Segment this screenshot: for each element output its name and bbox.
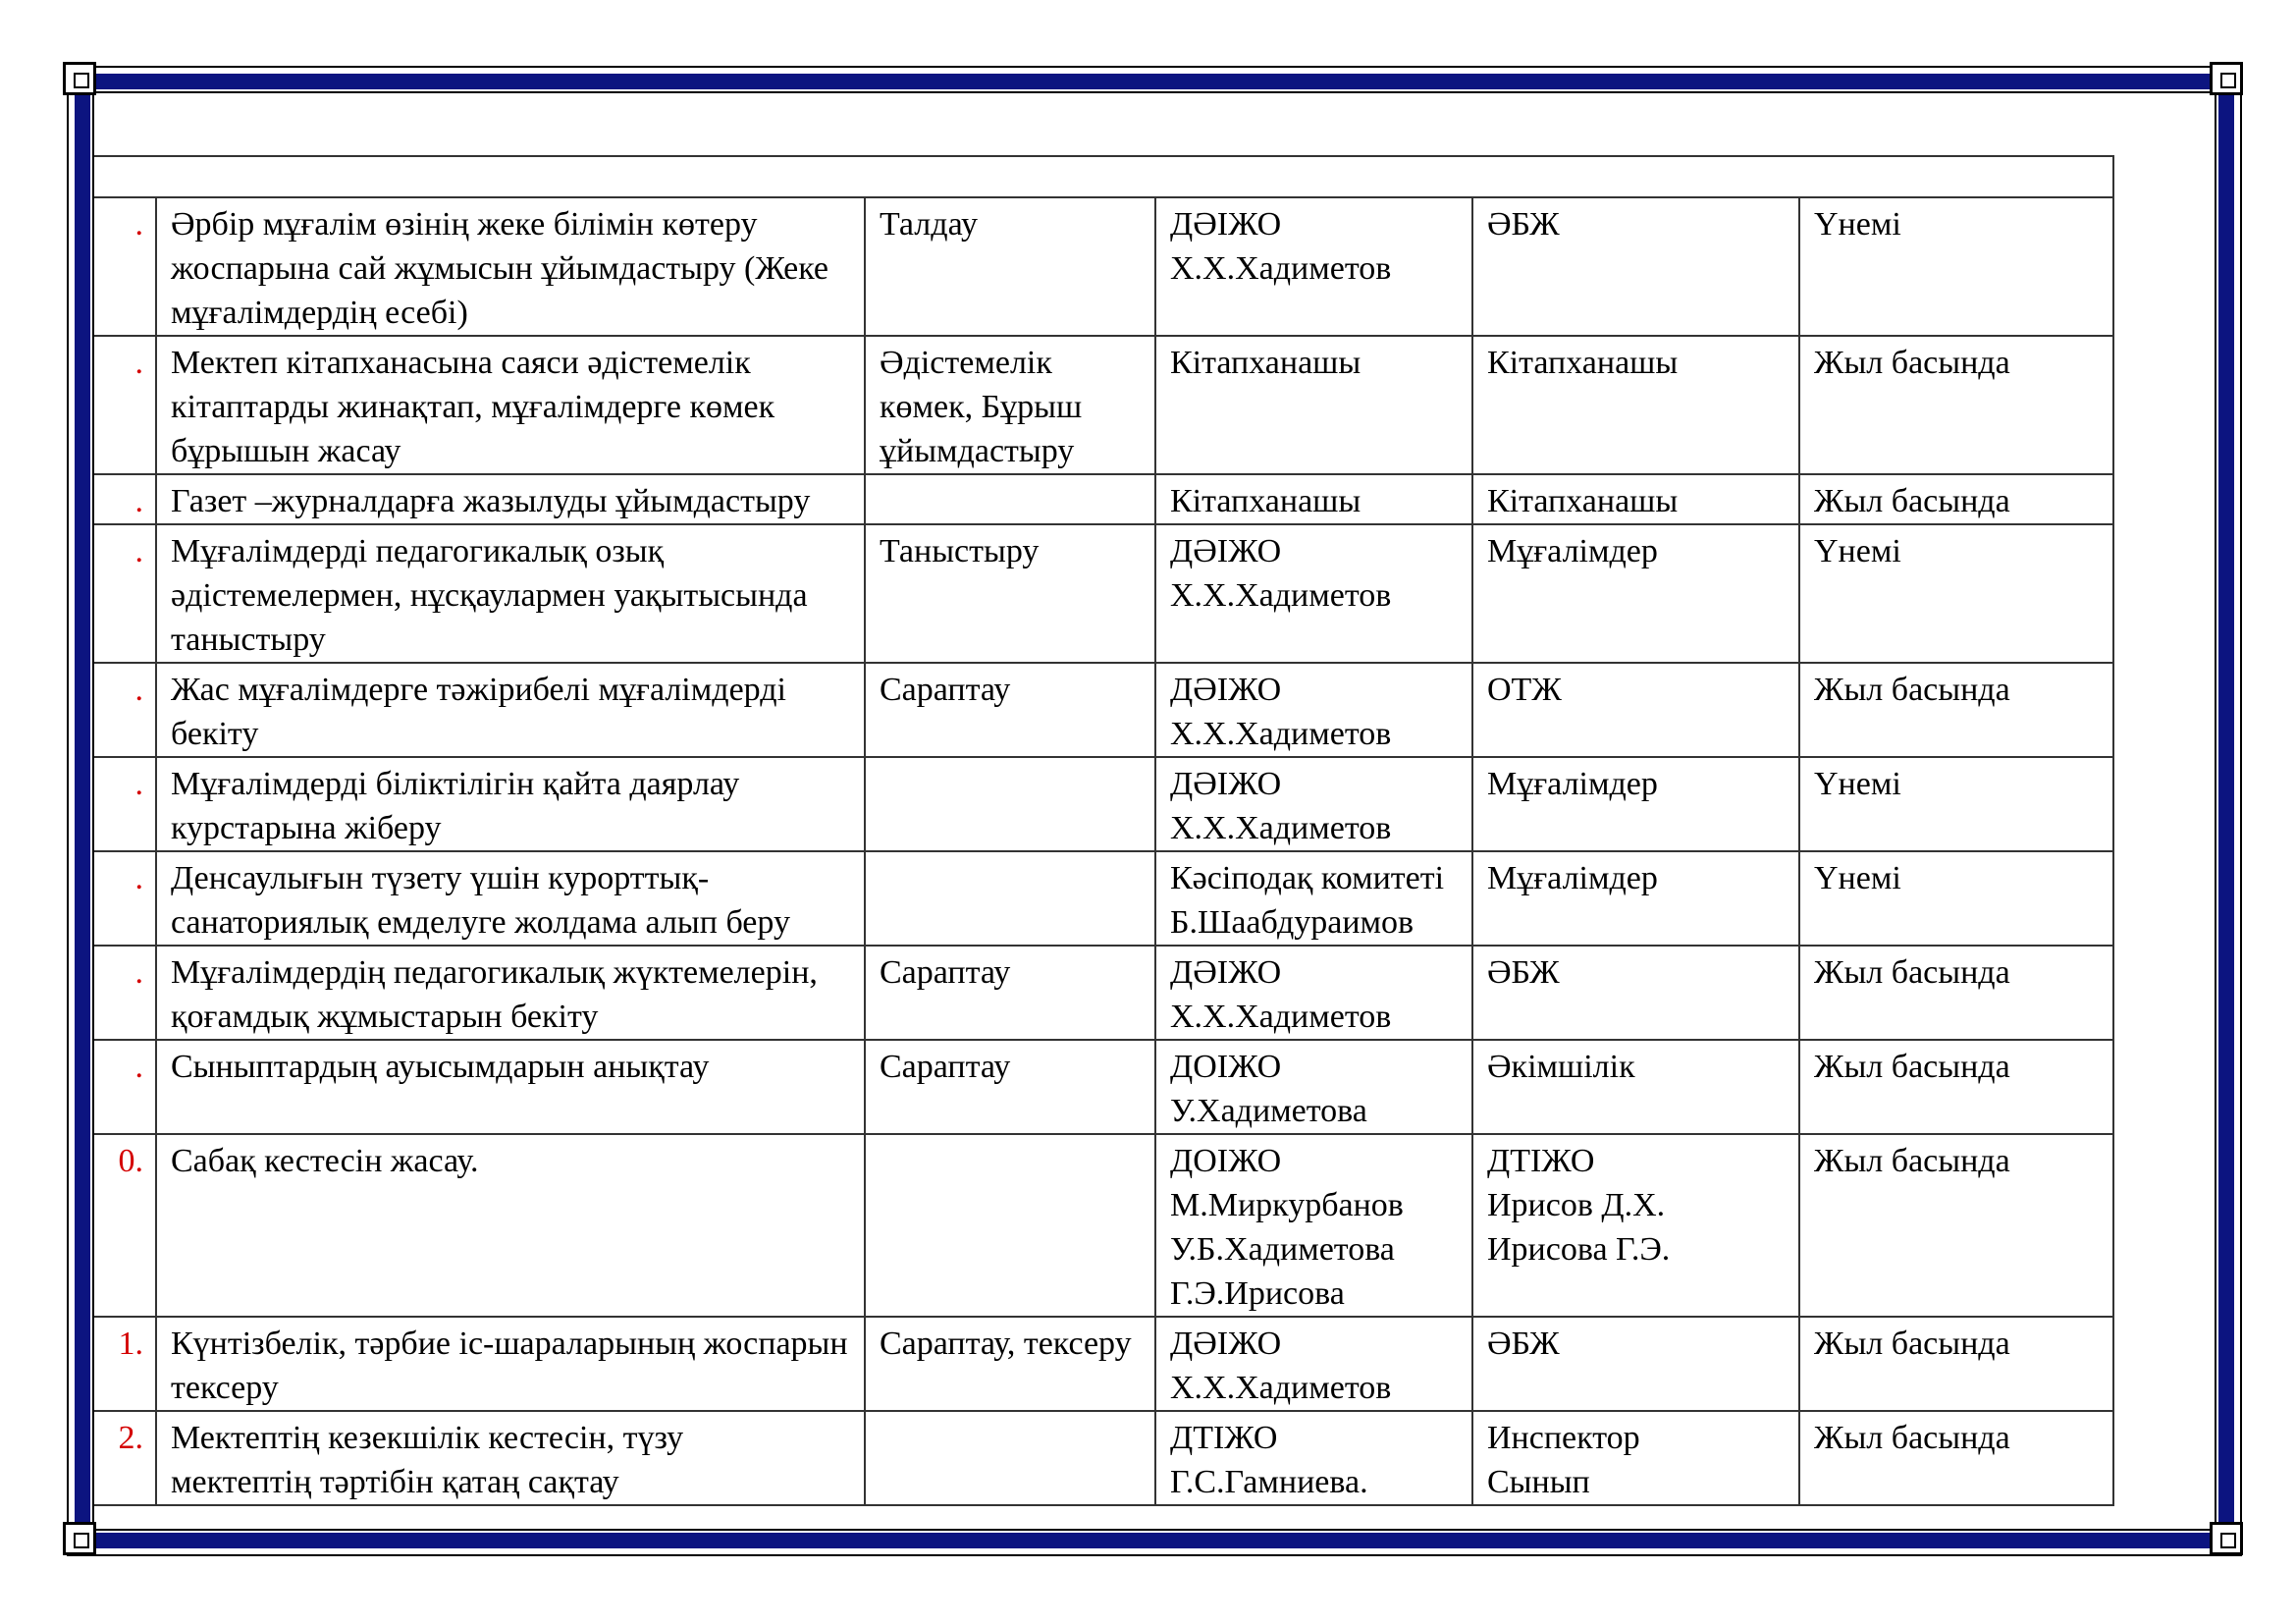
task-cell	[156, 474, 865, 524]
row-number-cell	[94, 1134, 156, 1317]
time-cell	[1799, 524, 2113, 663]
task-cell-text: Мұғалімдерді педагогикалық озық әдістемелермен, нұсқаулармен уақытысында таныстыру	[171, 533, 808, 658]
table-row	[94, 1040, 2113, 1134]
table-row	[94, 474, 2113, 524]
table-row	[94, 851, 2113, 946]
table-header-row	[94, 156, 2113, 197]
plan-table	[94, 155, 2114, 1506]
form-cell	[865, 474, 1155, 524]
row-number-cell-text: .	[134, 672, 143, 708]
responsible-cell-text: Кәсіподақ комитеті Б.Шаабдураимов	[1170, 860, 1445, 941]
responsible-cell	[1155, 197, 1472, 336]
row-number-cell-text: .	[134, 483, 143, 519]
responsible-cell	[1155, 757, 1472, 851]
time-cell-text: Жыл басында	[1814, 672, 2010, 708]
table-header-cell	[94, 156, 2113, 197]
task-cell-text: Сабақ кестесін жасау.	[171, 1143, 479, 1179]
responsible-cell	[1155, 1040, 1472, 1134]
responsible-cell-text: ДӘІЖО Х.Х.Хадиметов	[1170, 766, 1392, 846]
row-number-cell	[94, 946, 156, 1040]
time-cell-text: Жыл басында	[1814, 1143, 2010, 1179]
row-number-cell	[94, 1040, 156, 1134]
participants-cell	[1472, 663, 1799, 757]
form-cell-text: Әдістемелік көмек, Бұрыш ұйымдастыру	[880, 345, 1083, 469]
form-cell	[865, 1411, 1155, 1505]
time-cell	[1799, 851, 2113, 946]
row-number-cell-text: 1.	[118, 1326, 143, 1362]
task-cell	[156, 1134, 865, 1317]
participants-cell	[1472, 474, 1799, 524]
task-cell	[156, 946, 865, 1040]
time-cell	[1799, 1317, 2113, 1411]
task-cell-text: Мектептің кезекшілік кестесін, түзу мектептің тәртібін қатаң сақтау	[171, 1420, 684, 1500]
task-cell	[156, 336, 865, 474]
participants-cell	[1472, 1040, 1799, 1134]
table-row	[94, 1317, 2113, 1411]
border-corner-ornament	[63, 1522, 96, 1555]
participants-cell-text: Кітапханашы	[1487, 345, 1679, 381]
row-number-cell	[94, 336, 156, 474]
document-page	[94, 93, 2215, 1529]
participants-cell-text: ӘБЖ	[1487, 1326, 1560, 1362]
task-cell	[156, 524, 865, 663]
responsible-cell-text: Кітапханашы	[1170, 483, 1362, 519]
time-cell-text: Үнемі	[1814, 533, 1901, 569]
participants-cell-text: Мұғалімдер	[1487, 533, 1658, 569]
table-row	[94, 1134, 2113, 1317]
form-cell	[865, 524, 1155, 663]
responsible-cell-text: ДӘІЖО Х.Х.Хадиметов	[1170, 954, 1392, 1035]
participants-cell-text: ОТЖ	[1487, 672, 1562, 708]
row-number-cell-text: .	[134, 766, 143, 802]
participants-cell	[1472, 197, 1799, 336]
table-row	[94, 946, 2113, 1040]
row-number-cell-text: .	[134, 954, 143, 991]
participants-cell-text: Мұғалімдер	[1487, 860, 1658, 896]
form-cell	[865, 663, 1155, 757]
responsible-cell-text: ДӘІЖО Х.Х.Хадиметов	[1170, 672, 1392, 752]
row-number-cell	[94, 1411, 156, 1505]
task-cell	[156, 197, 865, 336]
table-row	[94, 197, 2113, 336]
row-number-cell-text: .	[134, 345, 143, 381]
task-cell	[156, 1411, 865, 1505]
time-cell-text: Үнемі	[1814, 860, 1901, 896]
participants-cell	[1472, 946, 1799, 1040]
time-cell-text: Үнемі	[1814, 206, 1901, 243]
form-cell	[865, 1040, 1155, 1134]
border-corner-ornament	[2210, 1522, 2243, 1555]
form-cell	[865, 946, 1155, 1040]
participants-cell-text: Мұғалімдер	[1487, 766, 1658, 802]
table-row	[94, 524, 2113, 663]
task-cell-text: Мұғалімдердің педагогикалық жүктемелерін, қоғамдық жұмыстарын бекіту	[171, 954, 818, 1035]
form-cell	[865, 197, 1155, 336]
responsible-cell	[1155, 524, 1472, 663]
form-cell	[865, 1317, 1155, 1411]
task-cell-text: Денсаулығын түзету үшін курорттық-санаториялық емделуге жолдама алып беру	[171, 860, 790, 941]
time-cell	[1799, 663, 2113, 757]
time-cell	[1799, 474, 2113, 524]
participants-cell-text: Әкімшілік	[1487, 1049, 1635, 1085]
form-cell-text: Сараптау	[880, 672, 1011, 708]
table-row	[94, 757, 2113, 851]
row-number-cell-text: .	[134, 1049, 143, 1085]
time-cell	[1799, 1134, 2113, 1317]
participants-cell-text: Кітапханашы	[1487, 483, 1679, 519]
time-cell	[1799, 1411, 2113, 1505]
row-number-cell	[94, 197, 156, 336]
row-number-cell-text: .	[134, 860, 143, 896]
time-cell-text: Үнемі	[1814, 766, 1901, 802]
task-cell	[156, 1040, 865, 1134]
row-number-cell	[94, 757, 156, 851]
responsible-cell	[1155, 336, 1472, 474]
table-row	[94, 663, 2113, 757]
participants-cell-text: ДТІЖО Ирисов Д.Х. Ирисова Г.Э.	[1487, 1143, 1671, 1268]
responsible-cell-text: ДТІЖО Г.С.Гамниева.	[1170, 1420, 1368, 1500]
time-cell	[1799, 757, 2113, 851]
time-cell	[1799, 197, 2113, 336]
responsible-cell	[1155, 851, 1472, 946]
row-number-cell-text: 0.	[118, 1143, 143, 1179]
time-cell	[1799, 336, 2113, 474]
task-cell	[156, 757, 865, 851]
form-cell	[865, 1134, 1155, 1317]
participants-cell	[1472, 1317, 1799, 1411]
responsible-cell	[1155, 1317, 1472, 1411]
time-cell-text: Жыл басында	[1814, 1326, 2010, 1362]
task-cell-text: Мұғалімдерді біліктілігін қайта даярлау курстарына жіберу	[171, 766, 740, 846]
time-cell-text: Жыл басында	[1814, 345, 2010, 381]
responsible-cell-text: ДОІЖО М.Миркурбанов У.Б.Хадиметова Г.Э.Ирисова	[1170, 1143, 1404, 1312]
row-number-cell-text: .	[134, 206, 143, 243]
border-corner-ornament	[63, 62, 96, 95]
task-cell-text: Жас мұғалімдерге тәжірибелі мұғалімдерді бекіту	[171, 672, 786, 752]
participants-cell	[1472, 1134, 1799, 1317]
responsible-cell-text: ДОІЖО У.Хадиметова	[1170, 1049, 1367, 1129]
participants-cell-text: Инспектор Сынып	[1487, 1420, 1640, 1500]
task-cell-text: Газет –журналдарға жазылуды ұйымдастыру	[171, 483, 811, 519]
form-cell	[865, 336, 1155, 474]
form-cell-text: Талдау	[880, 206, 978, 243]
task-cell	[156, 1317, 865, 1411]
border-corner-ornament	[2210, 62, 2243, 95]
row-number-cell	[94, 1317, 156, 1411]
task-cell	[156, 663, 865, 757]
time-cell-text: Жыл басында	[1814, 1420, 2010, 1456]
participants-cell	[1472, 336, 1799, 474]
form-cell-text: Сараптау	[880, 1049, 1011, 1085]
responsible-cell	[1155, 1134, 1472, 1317]
row-number-cell	[94, 663, 156, 757]
responsible-cell	[1155, 663, 1472, 757]
form-cell	[865, 757, 1155, 851]
table-row	[94, 336, 2113, 474]
responsible-cell	[1155, 946, 1472, 1040]
row-number-cell	[94, 851, 156, 946]
row-number-cell-text: .	[134, 533, 143, 569]
task-cell-text: Күнтізбелік, тәрбие іс-шараларының жоспарын тексеру	[171, 1326, 848, 1406]
task-cell-text: Сыныптардың ауысымдарын анықтау	[171, 1049, 710, 1085]
row-number-cell	[94, 474, 156, 524]
participants-cell	[1472, 524, 1799, 663]
time-cell-text: Жыл басында	[1814, 954, 2010, 991]
row-number-cell-text: 2.	[118, 1420, 143, 1456]
form-cell-text: Таныстыру	[880, 533, 1040, 569]
time-cell-text: Жыл басында	[1814, 1049, 2010, 1085]
time-cell	[1799, 1040, 2113, 1134]
form-cell	[865, 851, 1155, 946]
time-cell	[1799, 946, 2113, 1040]
task-cell	[156, 851, 865, 946]
participants-cell-text: ӘБЖ	[1487, 954, 1560, 991]
responsible-cell-text: ДӘІЖО Х.Х.Хадиметов	[1170, 206, 1392, 287]
responsible-cell-text: ДӘІЖО Х.Х.Хадиметов	[1170, 533, 1392, 614]
table-row	[94, 1411, 2113, 1505]
task-cell-text: Мектеп кітапханасына саяси әдістемелік кітаптарды жинақтап, мұғалімдерге көмек бұрышын жасау	[171, 345, 775, 469]
form-cell-text: Сараптау	[880, 954, 1011, 991]
task-cell-text: Әрбір мұғалім өзінің жеке білімін көтеру жоспарына сай жұмысын ұйымдастыру (Жеке мұғалімдердің есебі)	[171, 206, 828, 331]
participants-cell	[1472, 1411, 1799, 1505]
responsible-cell	[1155, 474, 1472, 524]
participants-cell	[1472, 851, 1799, 946]
row-number-cell	[94, 524, 156, 663]
responsible-cell-text: Кітапханашы	[1170, 345, 1362, 381]
responsible-cell	[1155, 1411, 1472, 1505]
responsible-cell-text: ДӘІЖО Х.Х.Хадиметов	[1170, 1326, 1392, 1406]
form-cell-text: Сараптау, тексеру	[880, 1326, 1132, 1362]
participants-cell-text: ӘБЖ	[1487, 206, 1560, 243]
participants-cell	[1472, 757, 1799, 851]
time-cell-text: Жыл басында	[1814, 483, 2010, 519]
